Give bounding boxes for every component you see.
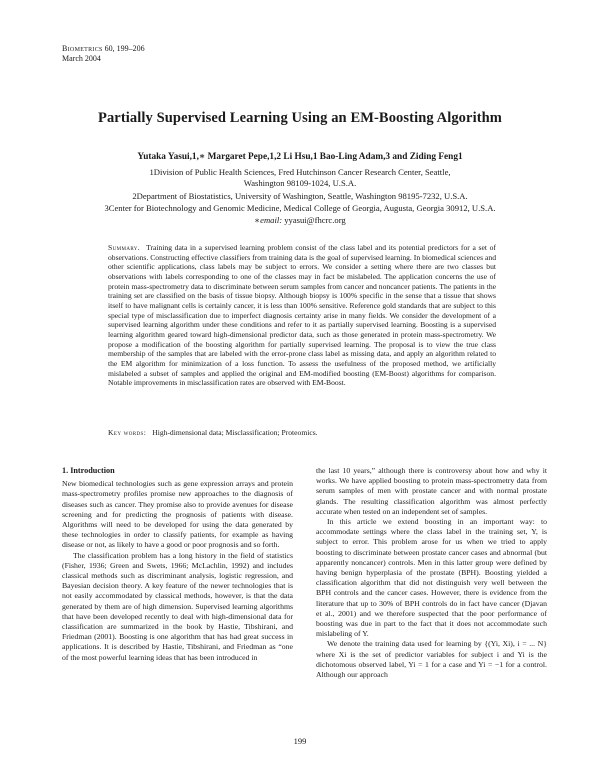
journal-header: [62, 44, 145, 64]
affiliation-3: 3Center for Biotechnology and Genomic Medicine, Medical College of Georgia, Augusta, Georgia 30912, U.S.A.: [104, 203, 496, 213]
keywords: [108, 428, 496, 437]
section-heading-introduction: 1. Introduction: [62, 466, 115, 475]
email-label: ∗email:: [254, 215, 283, 225]
affiliation-1: [0, 167, 600, 188]
page-number: 199: [293, 736, 307, 746]
contact-email: [0, 215, 600, 226]
author-list: Yutaka Yasui,1,∗ Margaret Pepe,1,2 Li Hsu,1 Bao-Ling Adam,3 and Ziding Feng1: [137, 152, 463, 162]
abstract-text: Training data in a supervised learning problem consist of the class label and its potential predictors for a set of observations. Constructing effective classifiers from training data is the goal of supervised learning. In biomedical sciences and other scientific applications, class labels may be subject to errors. We consider a setting where there are two classes but observations with labels corresponding to one of the classes may in fact be mislabeled. The application concerns the use of protein mass-spectrometry data to discriminate between serum samples from cancer and noncancer patients. The patients in the training set are classified on the basis of tissue biopsy. Although biopsy is 100% specific in the sense that a tissue that shows itself to have malignant cells is certainly cancer, it is less than 100% sensitive. Reference gold standards that are subject to this special type of misclassification due to imperfect diagnosis certainty arise in many fields. We consider the development of a supervised learning algorithm under these conditions and refer to it as partially supervised learning. Boosting is a supervised learning algorithm geared toward high-dimensional predictor data, such as those generated in protein mass-spectrometry. We propose a modification of the boosting algorithm for partially supervised learning. The proposal is to view the true class membership of the samples that are labeled with the error-prone class label as missing data, and apply an algorithm related to the EM algorithm for minimization of a loss function. To assess the usefulness of the proposed method, we artificially mislabeled a subset of samples and applied the original and EM-modified boosting (EM-Boost) algorithms for comparison. Notable improvements in misclassification rates are observed with EM-Boost.: [108, 243, 496, 388]
paper-title: Partially Supervised Learning Using an EM-Boosting Algorithm: [98, 110, 502, 126]
body-column-right: [316, 466, 547, 680]
journal-name: Biometrics: [62, 44, 103, 53]
affiliation-2: 2Department of Biostatistics, University of Washington, Seattle, Washington 98195-7232, U.S.A.: [132, 191, 468, 201]
paragraph: the last 10 years,” although there is controversy about how and why it works. We have applied boosting to protein mass-spectrometry data from serum samples of men with prostate cancer and with normal prostate glands. The resulting classification algorithm was almost perfectly accurate when tested on an independent set of samples.: [316, 466, 547, 516]
abstract-label: Summary.: [108, 243, 141, 252]
volume-pages: 60, 199–206: [104, 44, 145, 53]
paragraph: The classification problem has a long history in the field of statistics (Fisher, 1936; Green and Swets, 1966; McLachlin, 1992) and includes classical methods such as discriminant analysis, logistic regression, and Bayesian decision theory. A key feature of the newer technologies that is not easily accommodated by classical methods, however, is that the data generated by them are of high dimension. Supervised learning algorithms that have been developed recently to deal with high-dimensional data for classification are summarized in the book by Hastie, Tibshirani, and Friedman (2001). Boosting is one algorithm that has had great success in applications. It is described by Hastie, Tibshirani, and Friedman as “one of the most powerful learning ideas that has been introduced in: [62, 550, 293, 662]
keywords-label: Key words:: [108, 428, 147, 437]
body-column-left: [62, 466, 293, 663]
issue-date: March 2004: [62, 54, 101, 63]
affiliation-1-line-2: Washington 98109-1024, U.S.A.: [243, 177, 357, 188]
keywords-text: High-dimensional data; Misclassification; Proteomics.: [152, 428, 318, 437]
paragraph: In this article we extend boosting in an important way: to accommodate settings where the class label in the training set, Y, is subject to error. This problem arose for us when we tried to apply boosting to discriminate between prostate cancer cases and abnormal (but apparently noncancer) controls. Men in this latter group were defined by having benign hyperplasia of the prostate (BPH). Boosting yielded a classification algorithm that did not distinguish very well between the BPH controls and the cancer cases. However, there is evidence from the literature that up to 30% of BPH controls do in fact have cancer (Djavan et al., 2001) and we therefore suspected that the poor performance of boosting was due in part to the fact that it does not accommodate such mislabeling of Y.: [316, 517, 547, 639]
email-address[interactable]: yyasui@fhcrc.org: [284, 215, 346, 225]
affiliation-1-line-1: 1Division of Public Health Sciences, Fred Hutchinson Cancer Research Center, Seattle,: [149, 167, 451, 177]
abstract: [108, 243, 496, 388]
paragraph: We denote the training data used for learning by {(Yi, Xi), i = ... N} where Xi is the set of predictor variables for subject i and Yi is the dichotomous observed label, Yi = 1 for a case and Yi = −1 for a control. Although our approach: [316, 639, 547, 680]
paragraph: New biomedical technologies such as gene expression arrays and protein mass-spectrometry profiles promise new approaches to the diagnosis of diseases such as cancer. They promise also to provide avenues for disease screening and for predicting the prognosis of patients with disease. Algorithms will need to be developed for using the data generated by these technologies in order to classify patients, for example as having disease or not, as likely to have a good or poor prognosis and so forth.: [62, 479, 293, 550]
